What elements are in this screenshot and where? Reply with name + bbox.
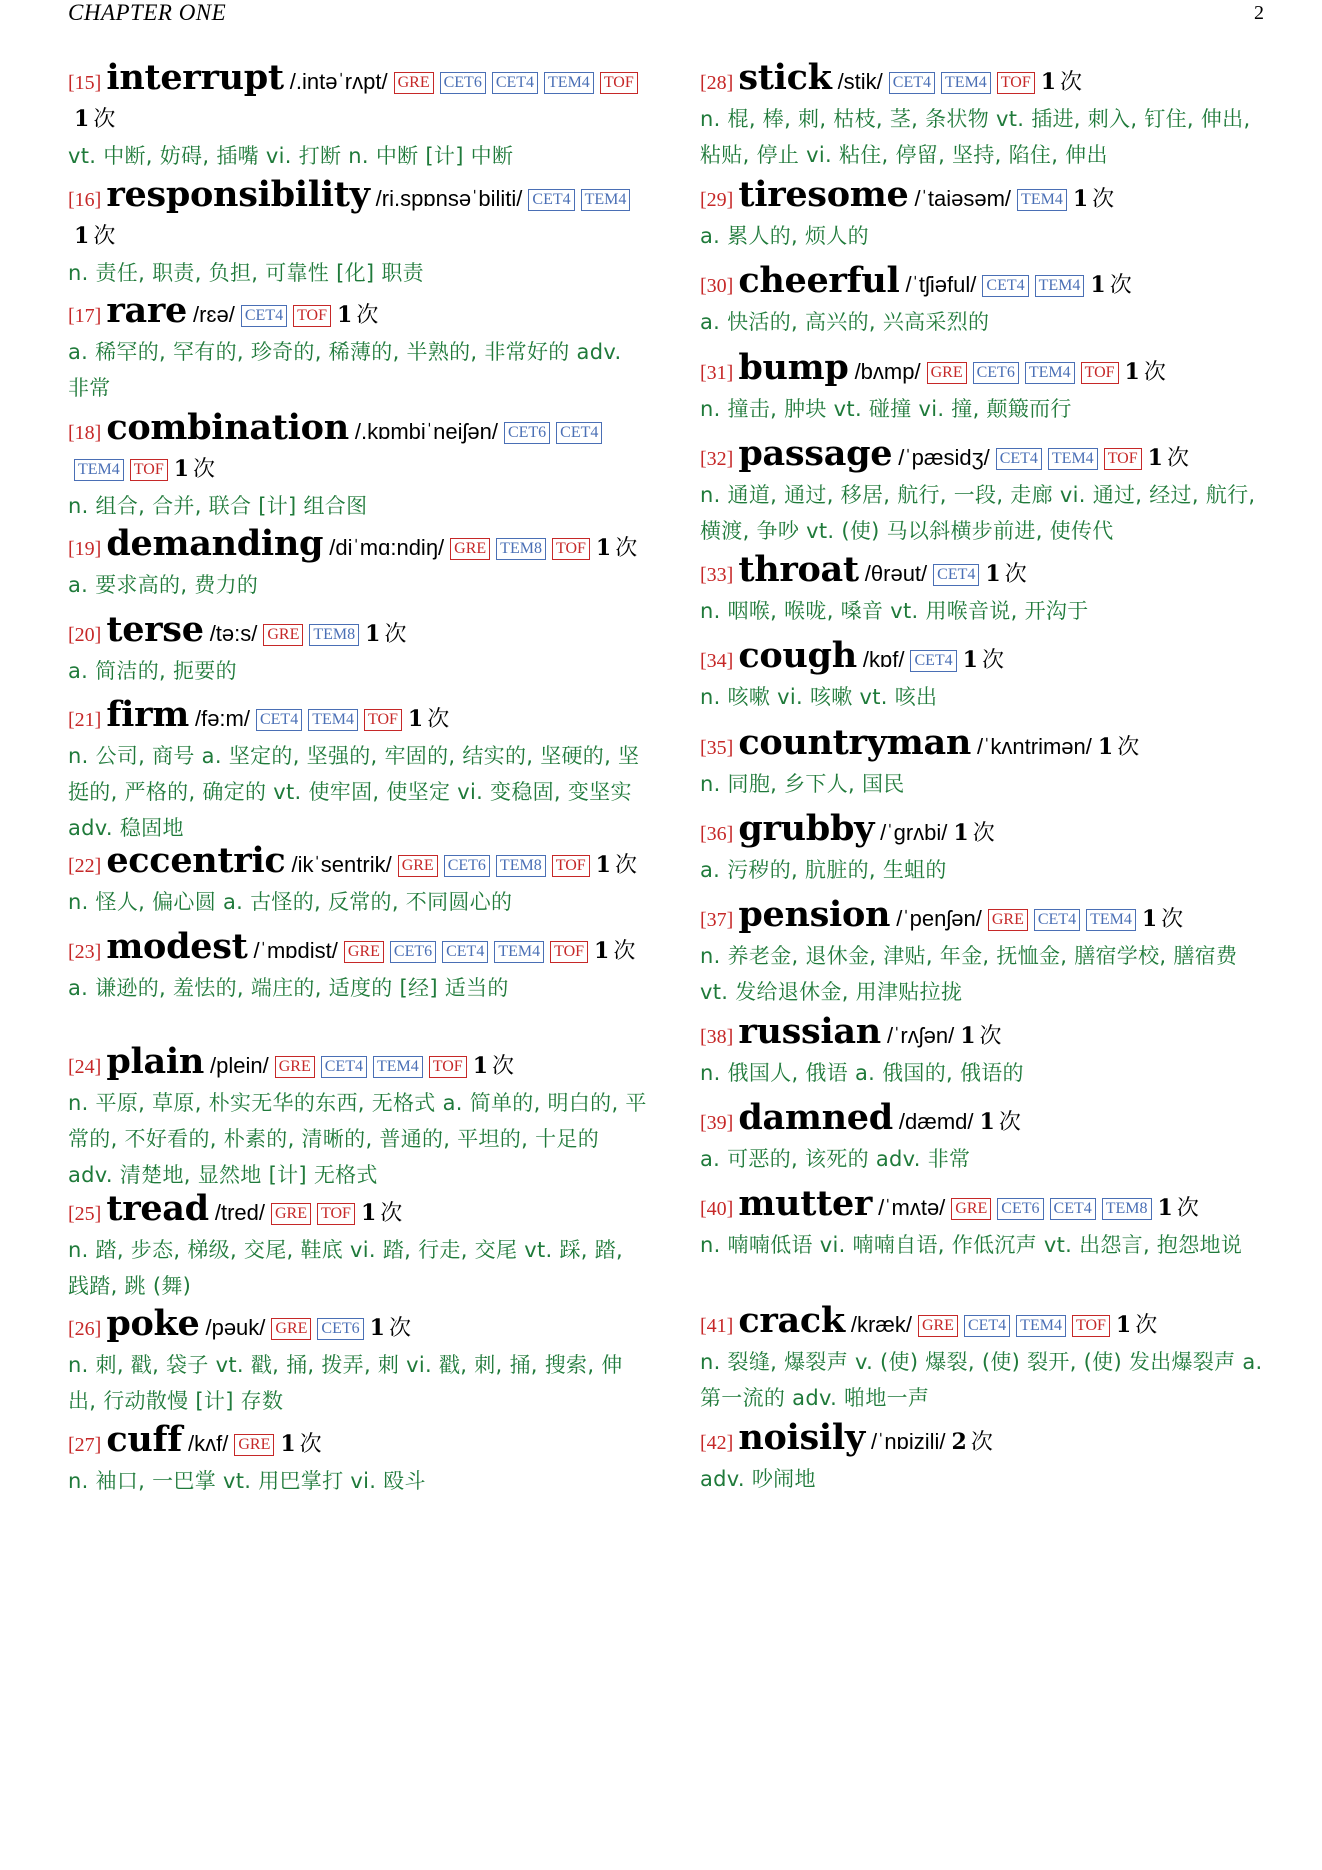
entry-number: [38] [700, 1026, 734, 1048]
occurrence-count: 1 [74, 106, 90, 132]
occurrence-count: 1 [1115, 1312, 1132, 1338]
exam-tag-badge: CET6 [440, 72, 486, 94]
occurrence-count: 1 [1090, 272, 1106, 298]
exam-tag-badge: TEM4 [581, 189, 631, 211]
entry-number: [29] [700, 189, 734, 211]
entry-phonetic: /.kɒmbiˈneiʃən/ [354, 419, 498, 444]
entry-definition: a. 快活的, 高兴的, 兴高采烈的 [700, 310, 990, 334]
exam-tag-badge: CET4 [1034, 909, 1080, 931]
entry-definition: n. 平原, 草原, 朴实无华的东西, 无格式 a. 简单的, 明白的, 平常的, 不好看的, 朴素的, 清晰的, 普通的, 平坦的, 十足的 adv. 清楚地, 显然地 [计] 无格式 [68, 1091, 647, 1187]
entry-definition: a. 可恶的, 该死的 adv. 非常 [700, 1147, 971, 1171]
exam-tag-badge: TEM4 [1025, 362, 1075, 384]
entry-word: countryman [738, 722, 971, 763]
entry-definition: a. 简洁的, 扼要的 [68, 659, 237, 683]
entry-headline [700, 1011, 1270, 1055]
vocab-entry [700, 174, 1270, 254]
exam-tag-badge: TOF [552, 538, 590, 560]
entry-phonetic: /pəuk/ [205, 1315, 266, 1340]
entry-phonetic: /θrəut/ [864, 561, 928, 586]
entry-word: crack [738, 1300, 845, 1341]
entry-definition: n. 公司, 商号 a. 坚定的, 坚强的, 牢固的, 结实的, 坚硬的, 坚挺的, 严格的, 确定的 vt. 使牢固, 使坚定 vi. 变稳固, 变坚实 adv. 稳固地 [68, 744, 640, 840]
exam-tag-badge: GRE [394, 72, 434, 94]
vocab-entry [700, 1417, 1270, 1497]
entry-headline [68, 1303, 648, 1347]
entry-definition: n. 咽喉, 喉咙, 嗓音 vt. 用喉音说, 开沟于 [700, 599, 1089, 623]
exam-tag-badge: CET4 [889, 72, 935, 94]
entry-phonetic: /ˈtaiəsəm/ [914, 186, 1012, 211]
occurrence-count: 1 [337, 302, 353, 328]
entry-phonetic: /stik/ [837, 69, 883, 94]
exam-tag-badge: GRE [450, 538, 490, 560]
entry-definition: a. 污秽的, 肮脏的, 生蛆的 [700, 858, 947, 882]
entry-number: [35] [700, 737, 734, 759]
entry-phonetic: /ˈpæsidʒ/ [898, 445, 990, 470]
occurrence-unit: 次 [1060, 70, 1083, 95]
exam-tag-badge: CET6 [504, 422, 550, 444]
entry-headline [68, 840, 648, 884]
entry-word: demanding [106, 523, 324, 564]
entry-number: [40] [700, 1198, 734, 1220]
entry-definition: vt. 中断, 妨碍, 插嘴 vi. 打断 n. 中断 [计] 中断 [68, 144, 514, 168]
entry-number: [41] [700, 1315, 734, 1337]
exam-tag-badge: GRE [263, 624, 303, 646]
entry-headline [68, 174, 648, 255]
entry-headline [68, 523, 648, 567]
entry-word: cough [738, 635, 857, 676]
entry-phonetic: /tred/ [214, 1200, 265, 1225]
entry-word: modest [106, 926, 248, 967]
occurrence-count: 1 [407, 706, 424, 732]
entry-word: plain [106, 1041, 205, 1082]
exam-tag-badge: TEM8 [496, 855, 546, 877]
entry-word: terse [106, 609, 204, 650]
entry-headline [700, 1300, 1270, 1344]
entry-definition: n. 咳嗽 vi. 咳嗽 vt. 咳出 [700, 685, 938, 709]
vocab-entry [700, 433, 1270, 549]
occurrence-unit: 次 [1161, 907, 1184, 932]
entry-headline [68, 926, 648, 970]
occurrence-count: 1 [369, 1315, 385, 1341]
entry-word: responsibility [106, 174, 370, 215]
entry-phonetic: /ˈpenʃən/ [896, 906, 982, 931]
entry-definition: n. 组合, 合并, 联合 [计] 组合图 [68, 494, 368, 518]
entry-headline [700, 549, 1270, 593]
exam-tag-badge: TEM4 [544, 72, 594, 94]
vocab-entry [68, 1188, 648, 1304]
entry-number: [25] [68, 1203, 102, 1225]
occurrence-unit: 次 [613, 939, 636, 964]
entry-headline [700, 635, 1270, 679]
entry-headline [700, 347, 1270, 391]
occurrence-unit: 次 [970, 1430, 993, 1455]
chapter-title: CHAPTER ONE [68, 0, 227, 25]
entry-phonetic: /dæmd/ [898, 1109, 974, 1134]
entry-phonetic: /rɛə/ [192, 302, 235, 327]
entry-word: tread [106, 1188, 209, 1229]
entry-phonetic: /kɒf/ [862, 647, 905, 672]
entry-number: [19] [68, 538, 102, 560]
entry-phonetic: /diˈmɑ:ndiŋ/ [329, 535, 445, 560]
exam-tag-badge: TEM4 [308, 709, 358, 731]
entry-headline [68, 1041, 648, 1085]
occurrence-count: 1 [595, 852, 611, 878]
exam-tag-badge: TEM4 [1017, 189, 1067, 211]
vocab-entry [700, 894, 1270, 1010]
vocab-entry [68, 609, 648, 689]
exam-tag-badge: TEM4 [373, 1056, 423, 1078]
exam-tag-badge: CET6 [444, 855, 490, 877]
vocab-entry [700, 1097, 1270, 1177]
occurrence-unit: 次 [972, 821, 995, 846]
entry-number: [16] [68, 189, 102, 211]
entry-word: interrupt [106, 57, 284, 98]
entry-number: [27] [68, 1434, 102, 1456]
exam-tag-badge: TOF [429, 1056, 467, 1078]
occurrence-unit: 次 [492, 1054, 515, 1079]
vocab-entry [700, 635, 1270, 715]
entry-phonetic: /kræk/ [850, 1312, 912, 1337]
entry-headline [700, 57, 1270, 101]
vocab-entry [700, 1300, 1270, 1416]
exam-tag-badge: TEM4 [1048, 448, 1098, 470]
entry-number: [42] [700, 1432, 734, 1454]
vocab-entry [68, 57, 648, 174]
entry-word: grubby [738, 808, 875, 849]
entry-headline [68, 290, 648, 334]
entry-headline [700, 722, 1270, 766]
entry-number: [26] [68, 1318, 102, 1340]
exam-tag-badge: GRE [271, 1318, 311, 1340]
occurrence-count: 1 [472, 1053, 488, 1079]
exam-tag-badge: TOF [1104, 448, 1142, 470]
entry-phonetic: /kʌf/ [188, 1431, 229, 1456]
exam-tag-badge: TOF [600, 72, 638, 94]
occurrence-count: 1 [1072, 186, 1089, 212]
entry-headline [700, 260, 1270, 304]
exam-tag-badge: TOF [364, 709, 402, 731]
exam-tag-badge: TEM4 [494, 941, 544, 963]
exam-tag-badge: TEM4 [1035, 275, 1085, 297]
occurrence-unit: 次 [1109, 273, 1132, 298]
exam-tag-badge: CET6 [317, 1318, 363, 1340]
entry-word: cheerful [738, 260, 900, 301]
entry-headline [700, 174, 1270, 218]
occurrence-unit: 次 [614, 853, 637, 878]
entry-number: [30] [700, 275, 734, 297]
entry-word: russian [738, 1011, 881, 1052]
vocab-entry [700, 1183, 1270, 1263]
entry-word: combination [106, 407, 349, 448]
exam-tag-badge: GRE [988, 909, 1028, 931]
exam-tag-badge: CET6 [390, 941, 436, 963]
entry-number: [17] [68, 305, 102, 327]
occurrence-count: 1 [1097, 734, 1114, 760]
exam-tag-badge: TOF [997, 72, 1035, 94]
entry-phonetic: /tə:s/ [209, 621, 258, 646]
entry-phonetic: /ˈrʌʃən/ [886, 1023, 955, 1048]
entry-word: poke [106, 1303, 200, 1344]
exam-tag-badge: CET4 [241, 305, 287, 327]
entry-phonetic: /bʌmp/ [854, 359, 921, 384]
entry-word: damned [738, 1097, 893, 1138]
entry-word: pension [738, 894, 891, 935]
exam-tag-badge: TOF [317, 1203, 355, 1225]
exam-tag-badge: CET4 [442, 941, 488, 963]
entry-definition: n. 同胞, 乡下人, 国民 [700, 772, 905, 796]
vocab-entry [68, 1303, 648, 1419]
entry-word: passage [738, 433, 893, 474]
entry-headline [68, 1419, 648, 1463]
entry-definition: n. 喃喃低语 vi. 喃喃自语, 作低沉声 vt. 出怨言, 抱怨地说 [700, 1233, 1243, 1257]
entry-word: bump [738, 347, 849, 388]
occurrence-unit: 次 [93, 224, 116, 249]
vocab-entry [68, 926, 648, 1006]
entry-number: [39] [700, 1112, 734, 1134]
exam-tag-badge: GRE [927, 362, 967, 384]
vocab-entry [700, 57, 1270, 173]
exam-tag-badge: TOF [550, 941, 588, 963]
exam-tag-badge: CET6 [997, 1198, 1043, 1220]
occurrence-unit: 次 [1004, 562, 1027, 587]
vocab-entry [700, 347, 1270, 427]
exam-tag-badge: GRE [951, 1198, 991, 1220]
entry-phonetic: /ˈgrʌbi/ [880, 820, 948, 845]
entry-headline [68, 1188, 648, 1232]
entry-word: cuff [106, 1419, 182, 1460]
exam-tag-badge: CET4 [982, 275, 1028, 297]
entry-phonetic: /fə:m/ [194, 706, 250, 731]
vocab-entry [700, 722, 1270, 802]
entry-headline [700, 808, 1270, 852]
entry-number: [36] [700, 823, 734, 845]
entry-headline [68, 609, 648, 653]
vocab-entry [68, 694, 648, 846]
exam-tag-badge: CET4 [910, 650, 956, 672]
vocab-entry [68, 840, 648, 920]
entry-number: [37] [700, 909, 734, 931]
exam-tag-badge: GRE [398, 855, 438, 877]
exam-tag-badge: TEM4 [74, 459, 124, 481]
entry-definition: n. 刺, 戳, 袋子 vt. 戳, 捅, 拨弄, 刺 vi. 戳, 刺, 捅, 搜索, 伸出, 行动散慢 [计] 存数 [68, 1353, 623, 1413]
entry-phonetic: /ikˈsentrik/ [291, 852, 392, 877]
vocab-entry [700, 808, 1270, 888]
entry-number: [15] [68, 72, 102, 94]
entry-phonetic: /ˈmɒdist/ [253, 938, 338, 963]
entry-definition: n. 怪人, 偏心圆 a. 古怪的, 反常的, 不同圆心的 [68, 890, 513, 914]
exam-tag-badge: CET6 [973, 362, 1019, 384]
occurrence-count: 1 [594, 938, 610, 964]
exam-tag-badge: CET4 [492, 72, 538, 94]
exam-tag-badge: TEM8 [309, 624, 359, 646]
exam-tag-badge: CET4 [256, 709, 302, 731]
vocab-entry [68, 174, 648, 291]
exam-tag-badge: CET4 [964, 1315, 1010, 1337]
occurrence-count: 1 [962, 647, 978, 673]
exam-tag-badge: CET4 [321, 1056, 367, 1078]
occurrence-count: 1 [1147, 445, 1163, 471]
entry-number: [28] [700, 72, 734, 94]
exam-tag-badge: TOF [1072, 1315, 1110, 1337]
exam-tag-badge: CET4 [556, 422, 602, 444]
entry-number: [21] [68, 709, 102, 731]
vocab-entry [68, 1041, 648, 1193]
entry-word: tiresome [738, 174, 909, 215]
occurrence-unit: 次 [93, 107, 116, 132]
occurrence-count: 1 [173, 456, 190, 482]
exam-tag-badge: TEM4 [941, 72, 991, 94]
entry-word: firm [106, 694, 189, 735]
occurrence-unit: 次 [1092, 187, 1115, 212]
exam-tag-badge: GRE [918, 1315, 958, 1337]
occurrence-unit: 次 [193, 457, 216, 482]
occurrence-unit: 次 [1117, 735, 1140, 760]
occurrence-unit: 次 [388, 1316, 411, 1341]
occurrence-unit: 次 [979, 1024, 1002, 1049]
entry-definition: n. 责任, 职责, 负担, 可靠性 [化] 职责 [68, 261, 424, 285]
occurrence-unit: 次 [380, 1201, 403, 1226]
entry-phonetic: /ri.spɒnsəˈbiliti/ [375, 186, 523, 211]
entry-phonetic: /ˈkʌntrimən/ [976, 734, 1092, 759]
entry-headline [700, 1417, 1270, 1461]
entry-definition: a. 要求高的, 费力的 [68, 573, 259, 597]
entry-definition: n. 棍, 棒, 刺, 枯枝, 茎, 条状物 vt. 插进, 刺入, 钉住, 伸出, 粘贴, 停止 vi. 粘住, 停留, 坚持, 陷住, 伸出 [700, 107, 1251, 167]
occurrence-count: 1 [953, 820, 969, 846]
entry-headline [68, 694, 648, 738]
vocab-entry [700, 549, 1270, 629]
vocab-entry [700, 260, 1270, 340]
occurrence-unit: 次 [998, 1110, 1021, 1135]
occurrence-count: 1 [280, 1431, 296, 1457]
vocab-entry [68, 407, 648, 524]
entry-phonetic: /ˈnɒizili/ [870, 1429, 946, 1454]
occurrence-unit: 次 [299, 1432, 322, 1457]
exam-tag-badge: TEM4 [1016, 1315, 1066, 1337]
entry-number: [23] [68, 941, 102, 963]
entry-definition: a. 稀罕的, 罕有的, 珍奇的, 稀薄的, 半熟的, 非常好的 adv. 非常 [68, 340, 622, 400]
occurrence-count: 1 [979, 1109, 995, 1135]
entry-definition: n. 养老金, 退休金, 津贴, 年金, 抚恤金, 膳宿学校, 膳宿费 vt. 发给退休金, 用津贴拉拢 [700, 944, 1238, 1004]
entry-headline [700, 1183, 1270, 1227]
entry-headline [68, 57, 648, 138]
occurrence-count: 1 [1157, 1195, 1173, 1221]
occurrence-count: 2 [951, 1429, 967, 1455]
exam-tag-badge: TEM4 [1086, 909, 1136, 931]
entry-word: mutter [738, 1183, 873, 1224]
exam-tag-badge: TOF [293, 305, 331, 327]
occurrence-count: 1 [360, 1200, 377, 1226]
exam-tag-badge: TEM8 [496, 538, 546, 560]
entry-word: eccentric [106, 840, 286, 881]
exam-tag-badge: GRE [344, 941, 384, 963]
exam-tag-badge: TOF [552, 855, 590, 877]
occurrence-unit: 次 [1176, 1196, 1199, 1221]
entry-headline [700, 894, 1270, 938]
entry-word: noisily [738, 1417, 865, 1458]
entry-definition: n. 俄国人, 俄语 a. 俄国的, 俄语的 [700, 1061, 1024, 1085]
entry-definition: n. 通道, 通过, 移居, 航行, 一段, 走廊 vi. 通过, 经过, 航行, 横渡, 争吵 vt. (使) 马以斜横步前进, 使传代 [700, 483, 1256, 543]
entry-headline [700, 1097, 1270, 1141]
occurrence-count: 1 [365, 621, 381, 647]
exam-tag-badge: GRE [275, 1056, 315, 1078]
exam-tag-badge: CET4 [933, 564, 979, 586]
entry-definition: a. 累人的, 烦人的 [700, 224, 869, 248]
vocab-entry [68, 523, 648, 603]
exam-tag-badge: CET4 [996, 448, 1042, 470]
exam-tag-badge: TEM8 [1102, 1198, 1152, 1220]
exam-tag-badge: TOF [130, 459, 168, 481]
vocab-entry [700, 1011, 1270, 1091]
entry-phonetic: /.intəˈrʌpt/ [289, 69, 388, 94]
occurrence-unit: 次 [1166, 446, 1189, 471]
entry-definition: adv. 吵闹地 [700, 1467, 816, 1491]
entry-number: [22] [68, 855, 102, 877]
entry-number: [33] [700, 564, 734, 586]
entry-number: [31] [700, 362, 734, 384]
entry-phonetic: /ˈmʌtə/ [878, 1195, 946, 1220]
exam-tag-badge: CET4 [1050, 1198, 1096, 1220]
entry-phonetic: /plein/ [210, 1053, 269, 1078]
occurrence-unit: 次 [427, 707, 450, 732]
entry-definition: a. 谦逊的, 羞怯的, 端庄的, 适度的 [经] 适当的 [68, 976, 509, 1000]
entry-definition: n. 撞击, 肿块 vt. 碰撞 vi. 撞, 颠簸而行 [700, 397, 1072, 421]
entry-word: throat [738, 549, 859, 590]
occurrence-unit: 次 [1143, 360, 1166, 385]
occurrence-count: 1 [74, 223, 90, 249]
occurrence-unit: 次 [384, 622, 407, 647]
occurrence-count: 1 [1124, 359, 1140, 385]
entry-definition: n. 袖口, 一巴掌 vt. 用巴掌打 vi. 殴斗 [68, 1469, 426, 1493]
occurrence-count: 1 [1040, 69, 1057, 95]
occurrence-count: 1 [985, 561, 1001, 587]
exam-tag-badge: TOF [1081, 362, 1119, 384]
occurrence-count: 1 [595, 535, 612, 561]
vocab-entry [68, 290, 648, 406]
exam-tag-badge: CET4 [528, 189, 574, 211]
entry-number: [34] [700, 650, 734, 672]
entry-number: [24] [68, 1056, 102, 1078]
entry-number: [20] [68, 624, 102, 646]
entry-word: stick [738, 57, 832, 98]
occurrence-unit: 次 [981, 648, 1004, 673]
entry-number: [18] [68, 422, 102, 444]
entry-number: [32] [700, 448, 734, 470]
page-number: 2 [1254, 2, 1264, 24]
occurrence-count: 1 [960, 1023, 976, 1049]
entry-phonetic: /ˈtʃiəful/ [905, 272, 977, 297]
occurrence-unit: 次 [1135, 1313, 1158, 1338]
vocab-entry [68, 1419, 648, 1499]
occurrence-unit: 次 [615, 536, 638, 561]
exam-tag-badge: GRE [271, 1203, 311, 1225]
entry-definition: n. 裂缝, 爆裂声 v. (使) 爆裂, (使) 裂开, (使) 发出爆裂声 a. 第一流的 adv. 啪地一声 [700, 1350, 1263, 1410]
entry-headline [700, 433, 1270, 477]
occurrence-count: 1 [1141, 906, 1158, 932]
entry-definition: n. 踏, 步态, 梯级, 交尾, 鞋底 vi. 踏, 行走, 交尾 vt. 踩, 踏, 践踏, 跳 (舞) [68, 1238, 623, 1298]
occurrence-unit: 次 [356, 303, 379, 328]
entry-headline [68, 407, 648, 488]
entry-word: rare [106, 290, 187, 331]
exam-tag-badge: GRE [234, 1434, 274, 1456]
